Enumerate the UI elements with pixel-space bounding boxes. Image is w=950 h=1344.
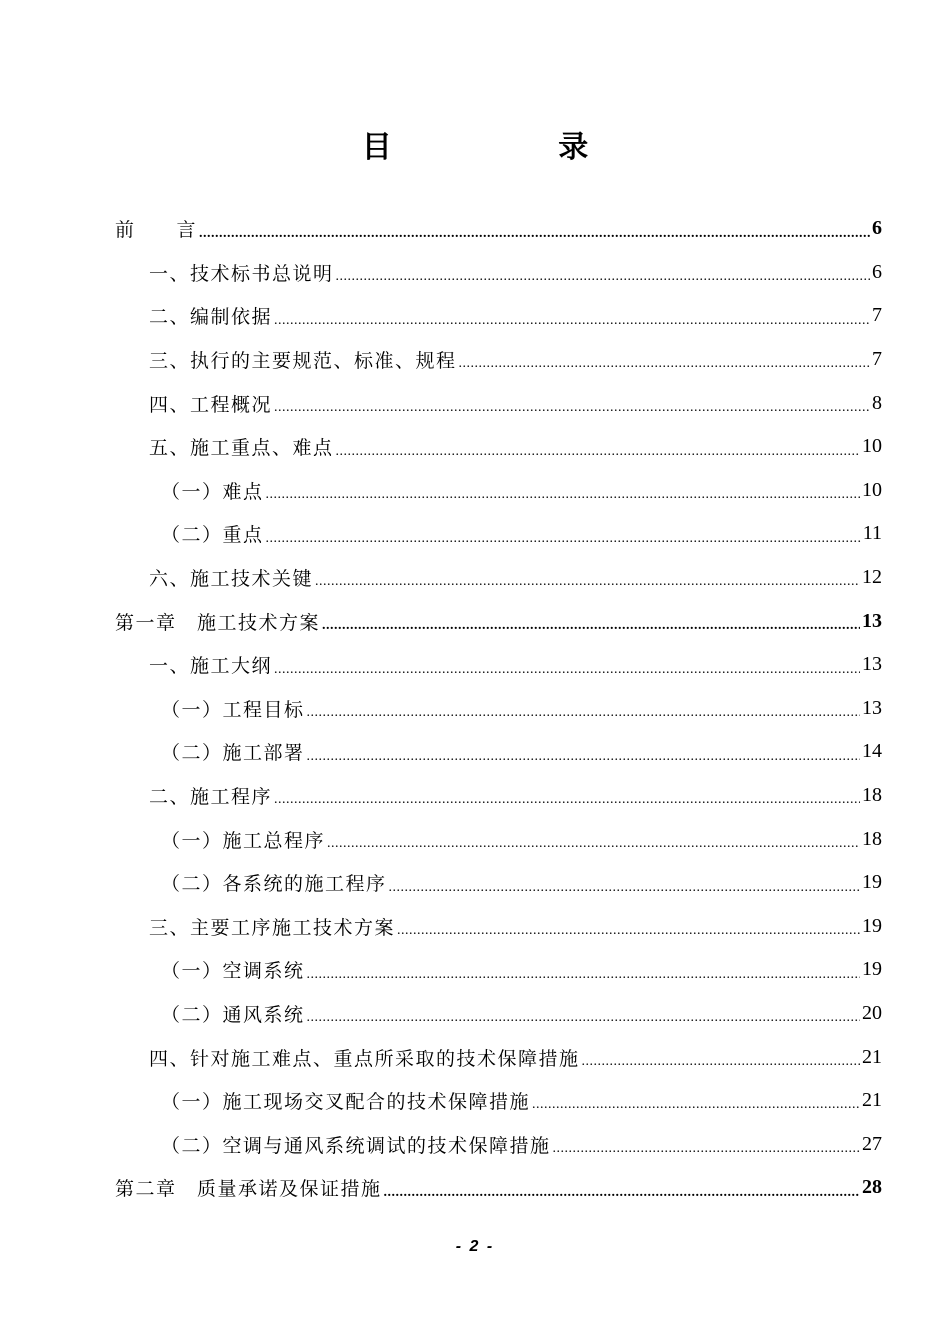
toc-entry-page-number: 27 <box>862 1132 882 1155</box>
toc-entry-title: 二、编制依据 <box>149 306 273 329</box>
toc-entry-page-number: 18 <box>862 784 882 807</box>
page-number-footer: - 2 - <box>455 1238 495 1255</box>
toc-entry[interactable] <box>115 338 882 382</box>
toc-leader-dots <box>582 1055 860 1079</box>
table-of-contents <box>115 207 882 1210</box>
toc-entry-page-number: 13 <box>862 653 882 676</box>
toc-leader-dots <box>553 1142 860 1166</box>
toc-entry[interactable] <box>115 1035 882 1079</box>
toc-entry-title: （二）空调与通风系统调试的技术保障措施 <box>161 1134 551 1157</box>
toc-entry-page-number: 11 <box>862 522 882 545</box>
toc-entry[interactable] <box>115 251 882 295</box>
toc-entry-title: 二、施工程序 <box>149 786 273 809</box>
toc-entry-page-number: 8 <box>872 391 882 414</box>
toc-leader-dots <box>274 793 860 817</box>
toc-entry[interactable] <box>115 556 882 600</box>
toc-leader-dots <box>389 881 860 905</box>
toc-leader-dots <box>327 837 860 861</box>
toc-leader-dots <box>397 924 860 948</box>
toc-entry-page-number: 6 <box>872 260 882 283</box>
toc-entry-title: （一）施工现场交叉配合的技术保障措施 <box>161 1091 531 1114</box>
toc-entry-page-number: 20 <box>862 1001 882 1024</box>
toc-entry-title: 前 言 <box>115 219 198 242</box>
toc-leader-dots <box>307 706 860 730</box>
toc-entry[interactable] <box>115 992 882 1036</box>
toc-entry[interactable] <box>115 381 882 425</box>
toc-leader-dots <box>199 227 870 251</box>
toc-leader-dots <box>266 532 861 556</box>
toc-entry-page-number: 18 <box>862 827 882 850</box>
toc-entry-title: 三、主要工序施工技术方案 <box>149 916 396 939</box>
toc-entry-title: （一）工程目标 <box>161 698 305 721</box>
toc-entry[interactable] <box>115 469 882 513</box>
toc-entry-title: 四、针对施工难点、重点所采取的技术保障措施 <box>149 1047 580 1070</box>
toc-leader-dots <box>307 968 860 992</box>
toc-leader-dots <box>336 445 860 469</box>
toc-entry-title: 第二章 质量承诺及保证措施 <box>115 1178 382 1201</box>
toc-entry[interactable] <box>115 643 882 687</box>
toc-entry-page-number: 7 <box>872 304 882 327</box>
toc-entry-page-number: 13 <box>862 609 882 632</box>
toc-entry-title: （二）重点 <box>161 524 264 547</box>
toc-entry[interactable] <box>115 294 882 338</box>
toc-leader-dots <box>336 270 870 294</box>
toc-entry-page-number: 10 <box>862 478 882 501</box>
toc-entry-page-number: 12 <box>862 566 882 589</box>
toc-entry[interactable] <box>115 948 882 992</box>
toc-entry-title: 一、施工大纲 <box>149 655 273 678</box>
toc-leader-dots <box>322 619 860 643</box>
toc-entry[interactable] <box>115 817 882 861</box>
toc-leader-dots <box>307 750 860 774</box>
toc-leader-dots <box>274 314 870 338</box>
toc-entry-title: （一）空调系统 <box>161 960 305 983</box>
toc-entry-page-number: 21 <box>862 1089 882 1112</box>
toc-entry-page-number: 13 <box>862 696 882 719</box>
toc-entry-page-number: 19 <box>862 958 882 981</box>
toc-entry[interactable] <box>115 207 882 251</box>
toc-leader-dots <box>274 663 860 687</box>
toc-entry-title: （二）各系统的施工程序 <box>161 873 387 896</box>
toc-entry[interactable] <box>115 730 882 774</box>
toc-entry-page-number: 10 <box>862 435 882 458</box>
toc-entry-title: 四、工程概况 <box>149 393 273 416</box>
toc-entry-page-number: 21 <box>862 1045 882 1068</box>
toc-entry-title: 五、施工重点、难点 <box>149 437 334 460</box>
toc-leader-dots <box>266 488 860 512</box>
toc-entry-page-number: 7 <box>872 348 882 371</box>
toc-entry[interactable] <box>115 425 882 469</box>
toc-entry-page-number: 19 <box>862 914 882 937</box>
toc-entry[interactable] <box>115 905 882 949</box>
toc-leader-dots <box>307 1011 860 1035</box>
toc-entry-title: （二）施工部署 <box>161 742 305 765</box>
toc-entry-title: （二）通风系统 <box>161 1003 305 1026</box>
toc-entry[interactable] <box>115 1166 882 1210</box>
toc-entry[interactable] <box>115 599 882 643</box>
toc-entry[interactable] <box>115 861 882 905</box>
toc-leader-dots <box>532 1098 860 1122</box>
toc-entry-title: 第一章 施工技术方案 <box>115 611 321 634</box>
toc-entry-title: 六、施工技术关键 <box>149 568 314 591</box>
toc-entry[interactable] <box>115 1079 882 1123</box>
toc-entry-title: （一）难点 <box>161 480 264 503</box>
toc-entry-page-number: 6 <box>872 217 882 240</box>
toc-leader-dots <box>459 357 870 381</box>
toc-entry-title: （一）施工总程序 <box>161 829 326 852</box>
toc-leader-dots <box>274 401 870 425</box>
toc-leader-dots <box>384 1186 860 1210</box>
toc-entry[interactable] <box>115 774 882 818</box>
toc-entry-page-number: 28 <box>862 1176 882 1199</box>
toc-entry[interactable] <box>115 687 882 731</box>
toc-heading: 目 录 <box>361 130 667 165</box>
toc-entry-title: 一、技术标书总说明 <box>149 262 334 285</box>
toc-entry-title: 三、执行的主要规范、标准、规程 <box>149 350 457 373</box>
toc-entry-page-number: 14 <box>862 740 882 763</box>
toc-entry[interactable] <box>115 1122 882 1166</box>
toc-entry-page-number: 19 <box>862 871 882 894</box>
toc-leader-dots <box>315 575 860 599</box>
toc-entry[interactable] <box>115 512 882 556</box>
